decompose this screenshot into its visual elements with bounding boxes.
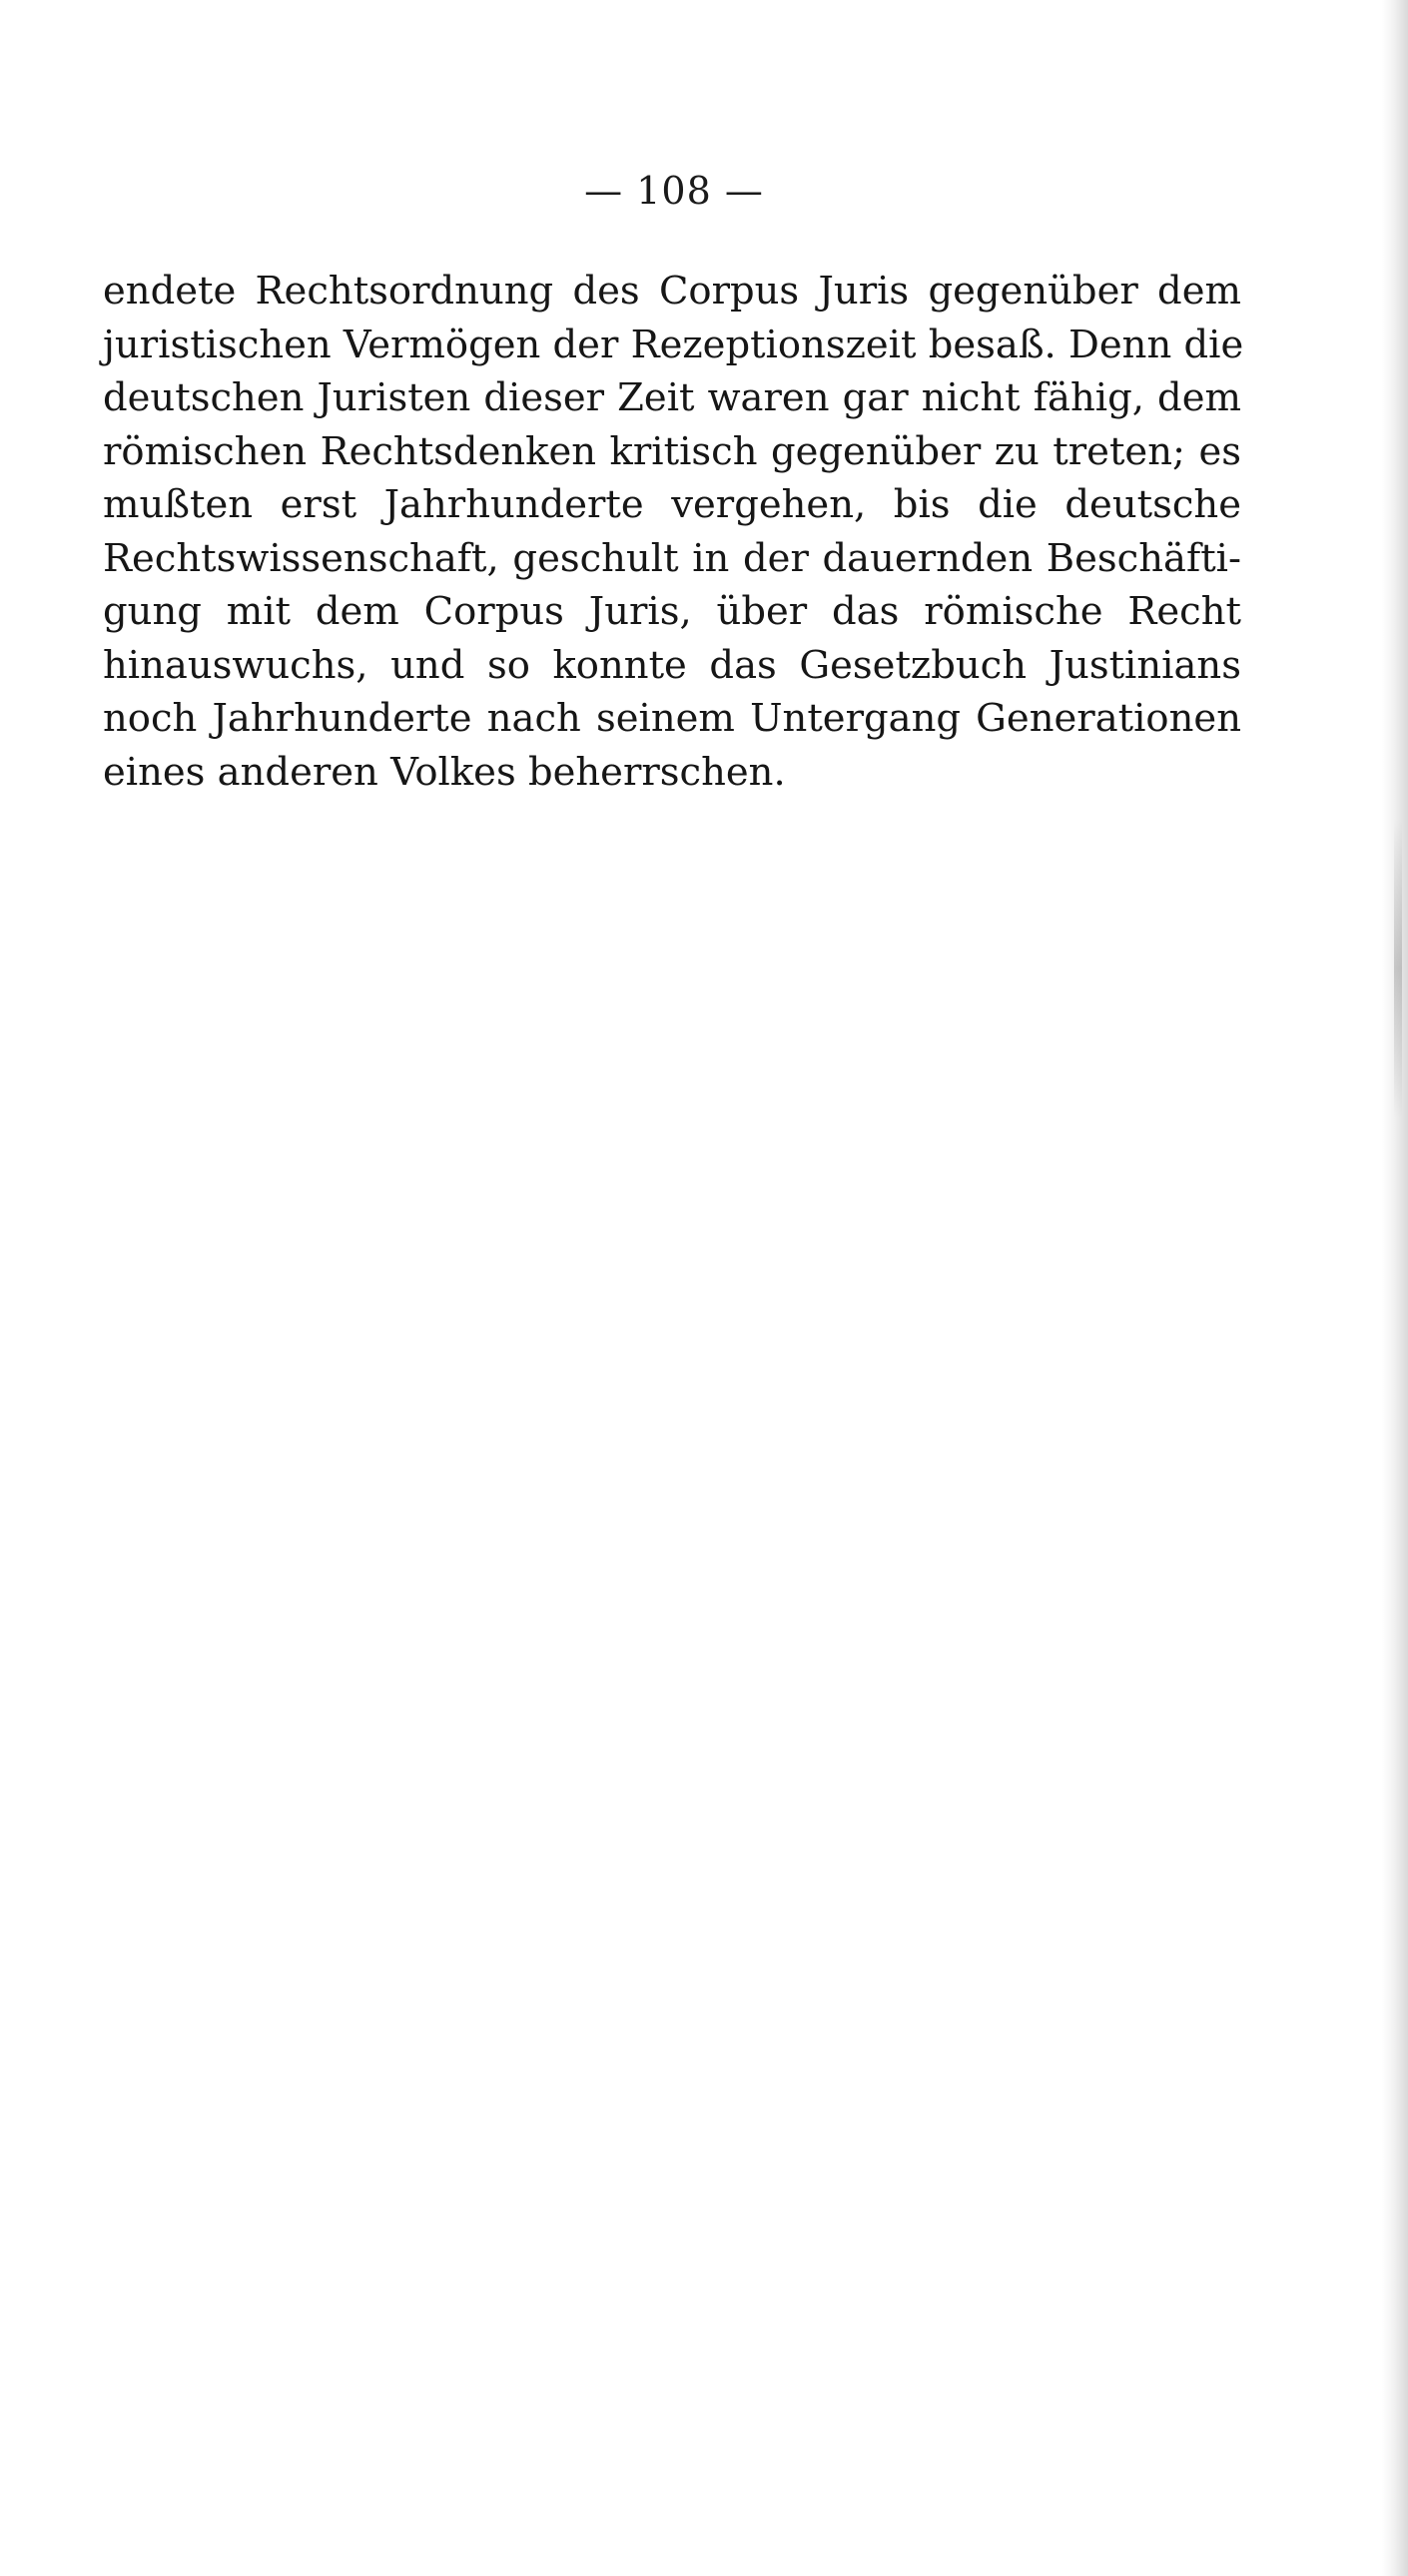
text-line: endete Rechtsordnung des Corpus Juris gegenüber dem	[103, 269, 1241, 314]
text-line: römischen Rechtsdenken kritisch gegenüber zu treten; es	[103, 428, 1241, 474]
text-line: deutschen Juristen dieser Zeit waren gar nicht fähig, dem	[103, 375, 1241, 420]
page-edge-mark	[1394, 819, 1402, 1118]
body-paragraph	[103, 265, 1244, 799]
text-line: gung mit dem Corpus Juris, über das römische Recht	[103, 589, 1241, 634]
text-line: hinauswuchs, und so konnte das Gesetzbuch Justinians	[103, 642, 1241, 688]
page-number: — 108 —	[584, 169, 764, 213]
text-line: Rechtswissenschaft, geschult in der dauernden Beschäfti-	[103, 535, 1241, 581]
page-edge-shadow	[1382, 0, 1408, 2576]
text-line: eines anderen Volkes beherrschen.	[103, 749, 786, 795]
text-line: noch Jahrhunderte nach seinem Untergang Generationen	[103, 696, 1241, 741]
text-line: mußten erst Jahrhunderte vergehen, bis die deutsche	[103, 482, 1241, 527]
text-line: juristischen Vermögen der Rezeptionszeit besaß. Denn die	[103, 322, 1244, 367]
